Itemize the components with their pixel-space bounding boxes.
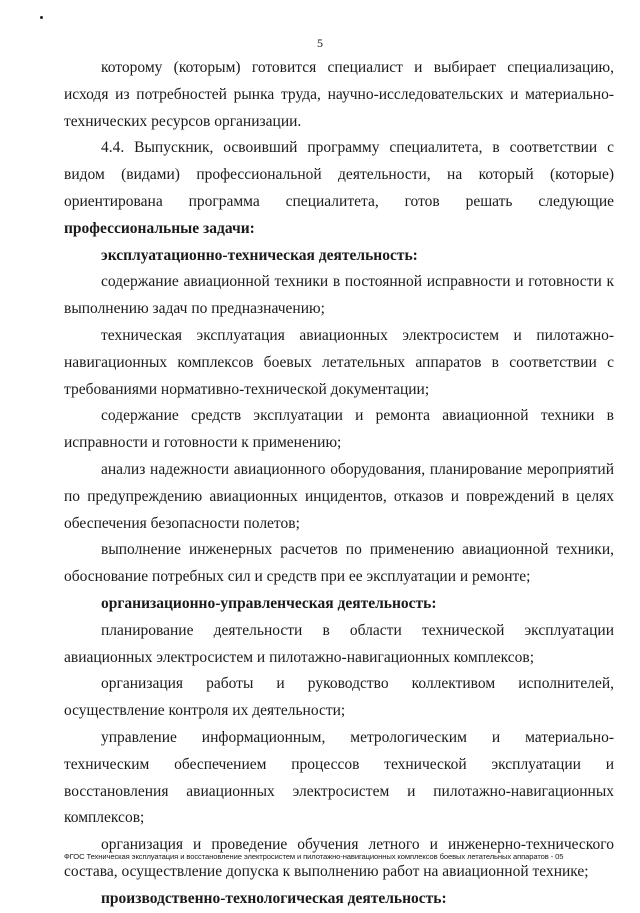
page-number: 5	[317, 36, 323, 50]
list-item: организация и проведение обучения летного и инженерно-технического состава, осуществление допуска к выполнению работ на авиационной технике;	[64, 836, 614, 880]
paragraph-continuation: которому (которым) готовится специалист и выбирает специализацию, исходя из потребностей рынка труда, научно-исследовательских и материально-технических ресурсов организации.	[64, 59, 614, 130]
list-item: анализ надежности авиационного оборудования, планирование мероприятий по предупреждению авиационных инцидентов, отказов и повреждений в целях обеспечения безопасности полетов;	[64, 460, 614, 532]
list-item: содержание средств эксплуатации и ремонта авиационной техники в исправности и готовности к применению;	[64, 407, 614, 452]
section-heading-management: организационно-управленческая деятельность:	[101, 594, 437, 612]
list-item: организация работы и руководство коллективом исполнителей, осуществление контроля их деятельности;	[64, 675, 614, 720]
paragraph-4-4: 4.4. Выпускник, освоивший программу специалитета, в соответствии с видом (видами) профессиональной деятельности, на который (которые) ориентирована программа специалитета, готов решать следующие профессиональные задачи:	[64, 139, 614, 237]
list-item: планирование деятельности в области технической эксплуатации авиационных электросистем и пилотажно-навигационных комплексов;	[64, 621, 614, 666]
scan-speck	[40, 16, 43, 19]
document-footer: ФГОС Техническая эксплуатация и восстановление электросистем и пилотажно-навигационных комплексов боевых летательных аппаратов - 05	[64, 852, 564, 861]
list-item: техническая эксплуатация авиационных электросистем и пилотажно-навигационных комплексов боевых летательных аппаратов в соответствии с требованиями нормативно-технической документации;	[64, 326, 614, 398]
bold-phrase: профессиональные задачи:	[64, 219, 255, 237]
document-body	[64, 55, 614, 913]
list-item: выполнение инженерных расчетов по применению авиационной техники, обоснование потребных сил и средств при ее эксплуатации и ремонте;	[64, 541, 614, 586]
list-item: содержание авиационной техники в постоянной исправности и готовности к выполнению задач по предназначению;	[64, 273, 614, 318]
list-item: управление информационным, метрологическим и материально- техническим обеспечением процессов технической эксплуатации и восстановления авиационных электросистем и пилотажно-навигационных комплексов;	[64, 728, 614, 827]
section-heading-production: производственно-технологическая деятельность:	[101, 889, 447, 907]
section-heading-exploitation: эксплуатационно-техническая деятельность:	[101, 246, 418, 264]
